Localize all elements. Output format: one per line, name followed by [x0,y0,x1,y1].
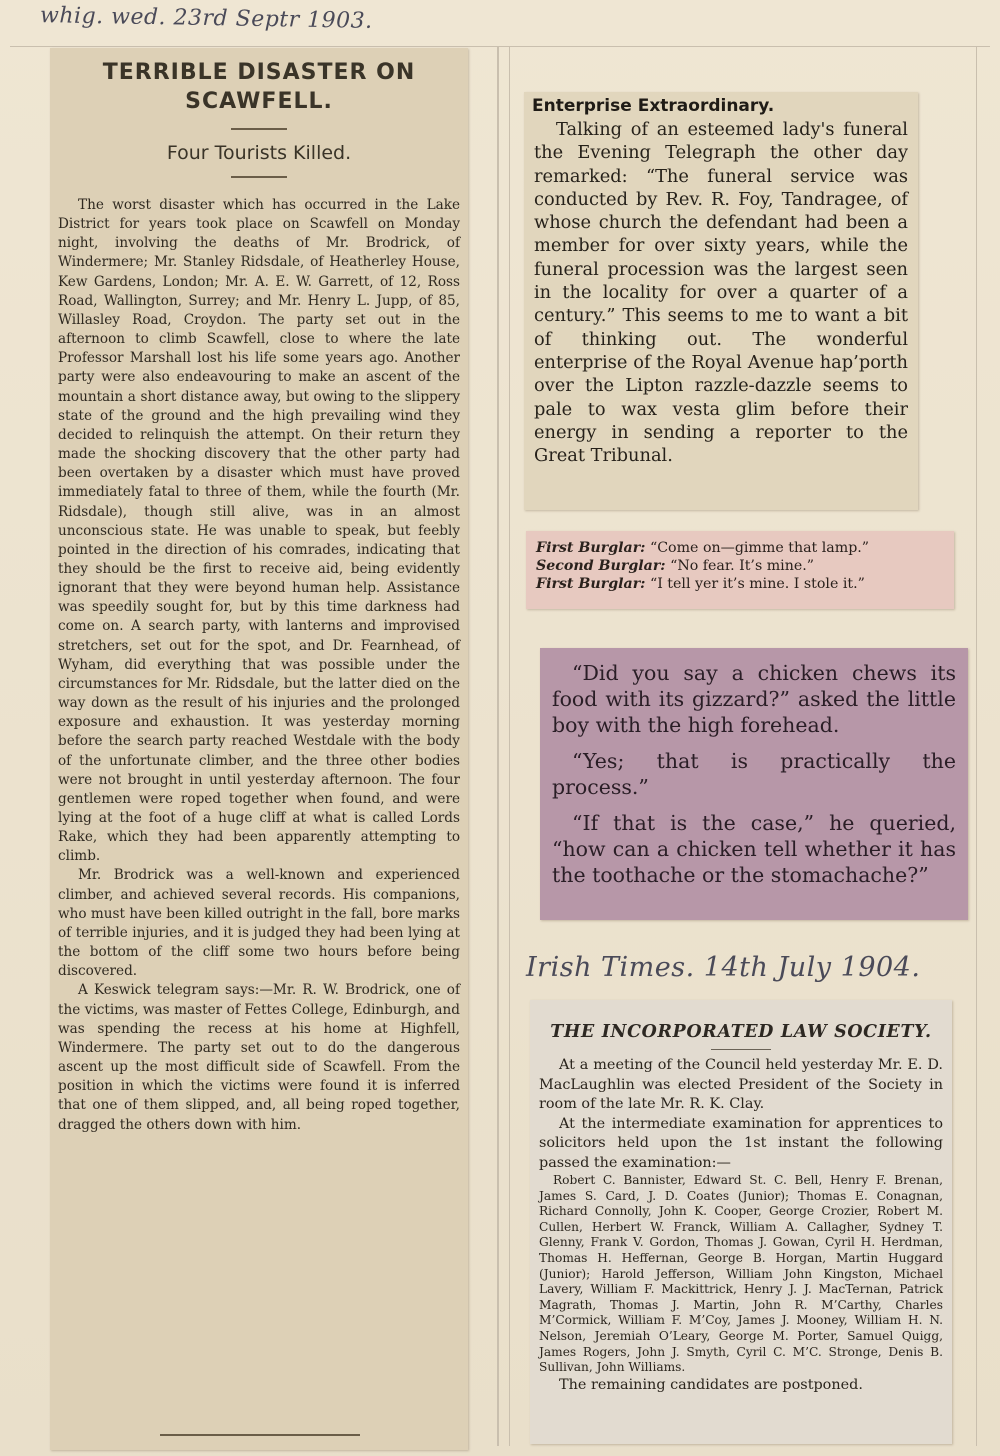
clipping-paragraph: At the intermediate examination for apprentices to solicitors held upon the 1st instant the following passed the examination:— [539,1115,943,1171]
dialogue-text: “I tell yer it’s mine. I stole it.” [649,576,865,592]
dialogue-line [536,575,944,593]
date-annotation-mid: Irish Times. 14th July 1904. [526,952,921,983]
column-divider [509,46,510,1446]
divider [231,176,287,178]
divider [711,1049,771,1050]
enterprise-clipping [524,92,918,510]
divider [231,128,287,130]
article-paragraph: The worst disaster which has occurred in the Lake District for years took place on Scawfell on Monday night, involving the deaths of Mr. Brodrick, of Windermere; Mr. Stanley Ridsdale, of Heatherley House, Kew Gardens, London; Mr. A. E. W. Garrett, of 12, Ross Road, Wallington, Surrey; and Mr. Henry L. Jupp, of 85, Willasley Road, Croydon. The party set out in the afternoon to climb Scawfell, close to where the late Professor Marshall lost his life some years ago. Another party were also endeavouring to make an ascent of the mountain a short distance away, but owing to the slippery state of the ground and the high prevailing wind they decided to relinquish the attempt. On their return they made the shocking discovery that the other party had been overtaken by a disaster which must have proved immediately fatal to three of them, while the fourth (Mr. Ridsdale), though still alive, was in an almost unconscious state. He was unable to speak, but feebly pointed in the direction of his comrades, indicating that they should be the first to receive aid, being evidently ignorant that they were beyond human help. Assistance was speedily sought for, but by this time darkness had come on. A search party, with lanterns and improvised stretchers, set out for the spot, and Dr. Fearnhead, of Wyham, did everything that was possible under the circumstances for Mr. Ridsdale, but the latter died on the way down as the result of his injuries and the prolonged exposure and exhaustion. It was yesterday morning before the search party reached Westdale with the body of the unfortunate climber, and the three other bodies were not brought in until yesterday afternoon. The four gentlemen were roped together when found, and were lying at the foot of a huge cliff at what is called Lords Rake, which they had been apparently attempting to climb. [58,197,460,865]
dialogue-text: “No fear. It’s mine.” [670,558,815,574]
joke-paragraph: “Did you say a chicken chews its food with its gizzard?” asked the little boy with the high forehead. [552,661,956,737]
speaker-label: First Burglar: [536,540,646,556]
disaster-article [50,48,468,1450]
page-margin-rule [10,46,990,47]
dialogue-text: “Come on—gimme that lamp.” [649,540,870,556]
clipping-paragraph: The remaining candidates are postponed. [559,1376,863,1393]
article-headline: TERRIBLE DISASTER ON SCAWFELL. [102,60,416,114]
article-subhead: Four Tourists Killed. [166,142,352,164]
dialogue-line [536,539,944,557]
article-body [58,196,460,1135]
speaker-label: Second Burglar: [536,558,666,574]
speaker-label: First Burglar: [536,576,646,592]
clipping-paragraph: Talking of an esteemed lady's funeral the Evening Telegraph the other day remarked: “The funeral service was conducted by Rev. R. Foy, Tandragee, of whose church the defendant had been a member for over sixty years, while the funeral procession was the largest seen in the locality for over a quarter of a century.” This seems to me to want a bit of thinking out. The wonderful enterprise of the Royal Avenue hap’porth over the Lipton razzle-dazzle seems to pale to wax vesta glim before their energy in sending a reporter to the Great Tribunal. [534,119,908,467]
date-annotation-top: whig. wed. 23rd Septr 1903. [39,3,373,34]
article-paragraph: Mr. Brodrick was a well-known and experienced climber, and achieved several records. His companions, who must have been killed outright in the fall, bore marks of terrible injuries, and it is judged they had been lying at the bottom of the cliff some two hours before being discovered. [58,867,460,980]
joke-paragraph: “Yes; that is practically the process.” [552,749,956,799]
candidate-list: Robert C. Bannister, Edward St. C. Bell, Henry F. Brenan, James S. Card, J. D. Coates (Junior); Thomas E. Conagnan, Richard Connolly, John K. Cooper, George Crozier, Robert M. Cullen, Herbert W. Franck, William A. Callagher, Sydney T. Glenny, Frank V. Gordon, Thomas J. Gowan, Cyril H. Herdman, Thomas H. Heffernan, George B. Horgan, Martin Huggard (Junior); Harold Jefferson, William John Kingston, Michael Lavery, William F. Mackittrick, Henry J. J. MacTernan, Patrick Magrath, Thomas J. Martin, John R. M’Carthy, Charles M’Cormick, William F. M’Coy, James J. Mooney, William H. N. Nelson, Jeremiah O’Leary, George M. Porter, Samuel Quigg, James Rogers, John J. Smyth, Cyril C. M’C. Stronge, Denis B. Sullivan, John Williams. [539,1173,943,1375]
divider [160,1434,360,1436]
dialogue-line [536,557,944,575]
column-divider [976,46,977,1446]
clipping-body [534,118,908,467]
chicken-joke-clipping [540,648,968,920]
article-paragraph: A Keswick telegram says:—Mr. R. W. Brodrick, one of the victims, was master of Fettes College, Edinburgh, and was spending the recess at his home at Highfell, Windermere. The party set out to do the dangerous ascent up the most difficult side of Scawfell. From the position in which the victims were found it is inferred that one of them slipped, and, all being roped together, dragged the others down with him. [58,982,460,1133]
clipping-headline: Enterprise Extraordinary. [532,96,775,116]
clipping-headline: THE INCORPORATED LAW SOCIETY. [550,1022,932,1042]
clipping-paragraph: At a meeting of the Council held yesterday Mr. E. D. MacLaughlin was elected President of the Society in room of the late Mr. R. K. Clay. [539,1057,943,1112]
joke-paragraph: “If that is the case,” he queried, “how can a chicken tell whether it has the toothache or the stomachache?” [552,811,956,887]
law-society-clipping [530,1000,952,1444]
column-divider [497,46,499,1446]
burglar-joke-clipping [526,531,954,609]
